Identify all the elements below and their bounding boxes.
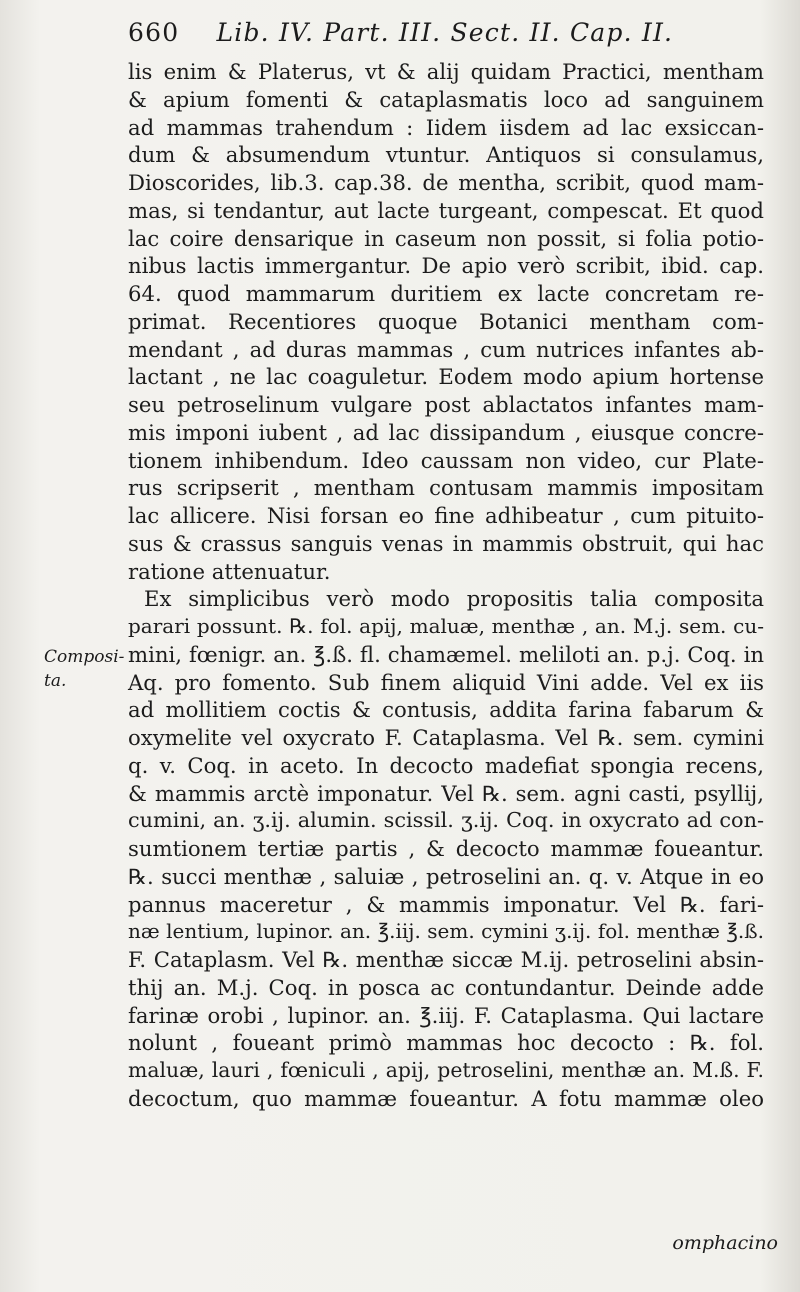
text-line: ℞. succi menthæ , saluiæ , petroselini an. q. v. Atque in eo [128, 863, 764, 889]
text-line: ad mollitiem coctis & contusis, addita farina fabarum & [128, 697, 764, 723]
text-line: & mammis arctè imponatur. Vel ℞. sem. agni casti, psyllij, [128, 780, 764, 806]
text-line: Ex simplicibus verò modo propositis talia composita [144, 586, 764, 612]
text-line: lactant , ne lac coaguletur. Eodem modo apium hortense [128, 364, 764, 390]
text-line: Aq. pro fomento. Sub finem aliquid Vini adde. Vel ex iis [128, 669, 764, 695]
text-line: sus & crassus sanguis venas in mammis obstruit, qui hac [128, 530, 764, 556]
text-line: mis imponi iubent , ad lac dissipandum , eiusque concre- [128, 419, 764, 445]
text-line: 64. quod mammarum duritiem ex lacte concretam re- [128, 281, 764, 306]
text-line: lis enim & Platerus, vt & alij quidam Practici, mentham [128, 59, 764, 84]
text-line: nolunt , foueant primò mammas hoc decocto : ℞. fol. [128, 1030, 764, 1056]
running-header [128, 18, 788, 52]
margin-note [44, 645, 124, 693]
text-line: rus scripserit , mentham contusam mammis impositam [128, 475, 764, 501]
text-line: F. Cataplasm. Vel ℞. menthæ siccæ M.ij. petroselini absin- [128, 947, 764, 972]
text-line: lac allicere. Nisi forsan eo fine adhibeatur , cum pituito- [128, 503, 764, 528]
text-line: ad mammas trahendum : Iidem iisdem ad lac exsiccan- [128, 114, 764, 140]
text-line: dum & absumendum vtuntur. Antiquos si consulamus, [128, 142, 764, 168]
margin-note-line: ta. [44, 671, 67, 691]
text-line: primat. Recentiores quoque Botanici mentham com- [128, 308, 764, 334]
text-line: thij an. M.j. Coq. in posca ac contundantur. Deinde adde [128, 974, 764, 1000]
text-line: farinæ orobi , lupinor. an. ℥.iij. F. Cataplasma. Qui lactare [128, 1002, 764, 1028]
catchword: omphacino [672, 1232, 778, 1254]
text-line: nibus lactis immergantur. De apio verò scribit, ibid. cap. [128, 253, 764, 279]
body-text [128, 58, 764, 1113]
text-line: næ lentium, lupinor. an. ℥.iij. sem. cymini ʒ.ij. fol. menthæ ℥.ß. [128, 919, 764, 944]
text-line: lac coire densarique in caseum non possit, si folia potio- [128, 225, 764, 251]
text-line: cumini, an. ʒ.ij. alumin. scissil. ʒ.ij. Coq. in oxycrato ad con- [128, 808, 764, 833]
text-line: q. v. Coq. in aceto. In decocto madefiat spongia recens, [128, 752, 764, 778]
text-line: sumtionem tertiæ partis , & decocto mammæ foueantur. [128, 836, 764, 861]
text-line: mendant , ad duras mammas , cum nutrices infantes ab- [128, 336, 764, 362]
text-line: ratione attenuatur. [128, 558, 331, 584]
text-line: seu petroselinum vulgare post ablactatos infantes mam- [128, 392, 764, 417]
text-line: & apium fomenti & cataplasmatis loco ad sanguinem [128, 86, 764, 112]
running-title: Lib. IV. Part. III. Sect. II. Cap. II. [216, 18, 674, 47]
page-number: 660 [128, 18, 180, 47]
margin-note-line: Composi- [44, 647, 125, 667]
text-line: pannus maceretur , & mammis imponatur. Vel ℞. fari- [128, 891, 764, 917]
text-line: maluæ, lauri , fœniculi , apij, petroselini, menthæ an. M.ß. F. [128, 1058, 764, 1082]
text-line: tionem inhibendum. Ideo caussam non video, cur Plate- [128, 447, 764, 473]
text-line: mini, fœnigr. an. ℥.ß. fl. chamæmel. meliloti an. p.j. Coq. in [128, 641, 764, 667]
text-line: decoctum, quo mammæ foueantur. A fotu mammæ oleo [128, 1085, 764, 1111]
text-line: mas, si tendantur, aut lacte turgeant, compescat. Et quod [128, 197, 764, 223]
text-line: parari possunt. ℞. fol. apij, maluæ, menthæ , an. M.j. sem. cu- [128, 614, 764, 638]
text-line: Dioscorides, lib.3. cap.38. de mentha, scribit, quod mam- [128, 170, 764, 195]
text-line: oxymelite vel oxycrato F. Cataplasma. Vel ℞. sem. cymini [128, 725, 764, 750]
